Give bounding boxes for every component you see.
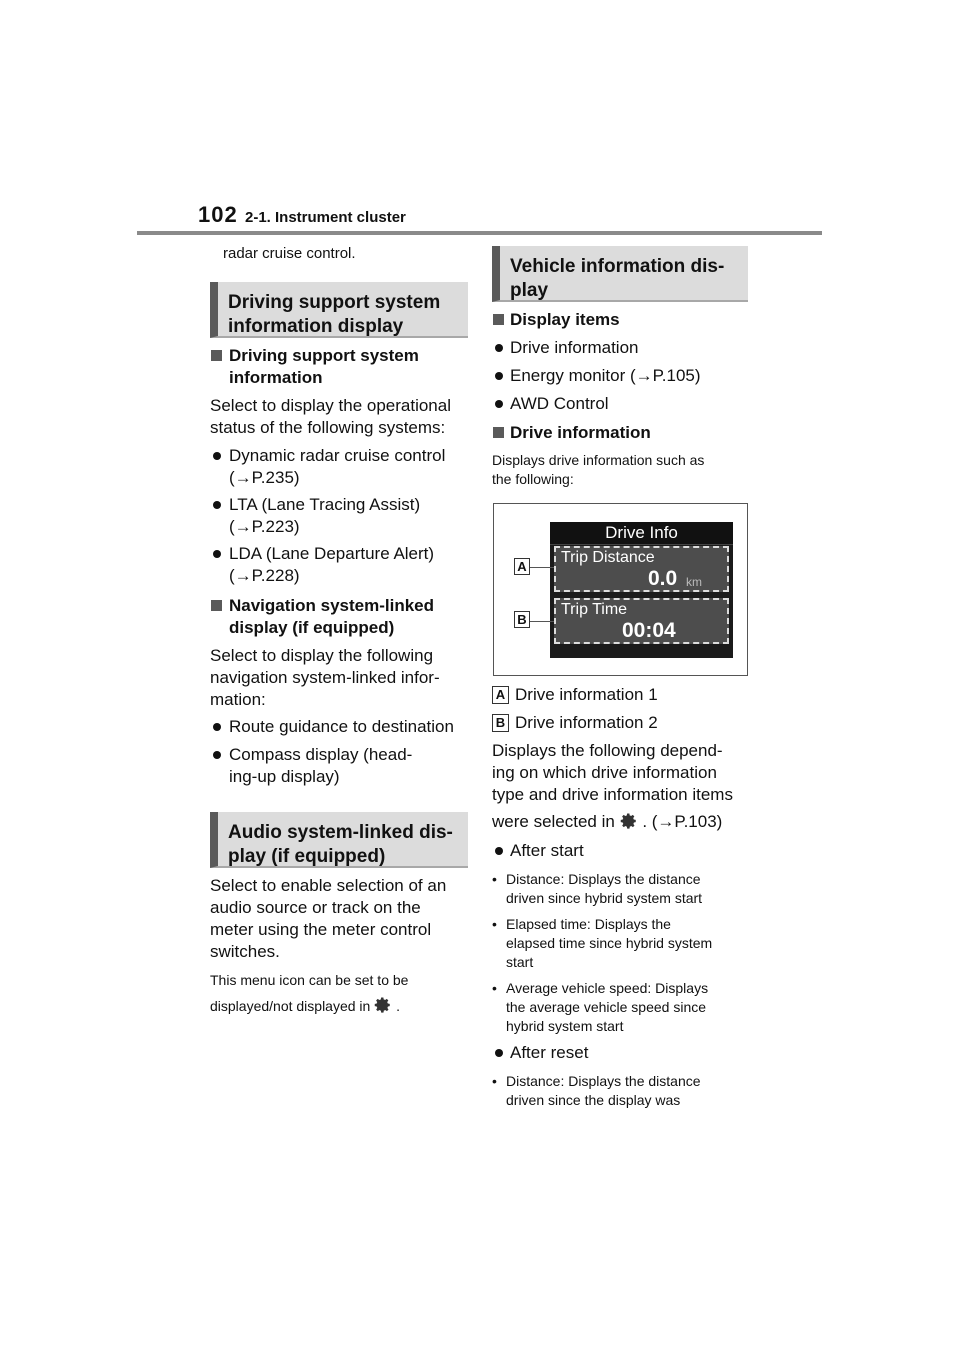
list-item-energy-monitor[interactable]: Energy monitor (→P.105) bbox=[510, 366, 701, 385]
bullet-mark: • bbox=[492, 871, 497, 887]
small-line: Displays drive information such as bbox=[492, 452, 705, 468]
square-bullet-icon bbox=[211, 350, 222, 361]
list-entry-line: Average vehicle speed: Displays bbox=[506, 980, 709, 996]
intro-text: radar cruise control. bbox=[223, 245, 356, 262]
callout-b: B bbox=[514, 611, 530, 628]
panel-label: Trip Distance bbox=[561, 549, 655, 566]
paragraph-line: audio source or track on the bbox=[210, 898, 421, 917]
list-item-line: Dynamic radar cruise control bbox=[229, 446, 446, 465]
heading-line: Audio system-linked dis- bbox=[228, 822, 453, 843]
heading-line: Driving support system bbox=[228, 292, 441, 313]
square-bullet-icon bbox=[493, 427, 504, 438]
bullet-dot-icon bbox=[495, 372, 503, 380]
note-text: displayed/not displayed in bbox=[210, 998, 371, 1014]
gear-icon bbox=[620, 812, 638, 830]
bullet-mark: • bbox=[492, 980, 497, 996]
list-entry-line: Distance: Displays the distance bbox=[506, 1073, 701, 1089]
list-item: Route guidance to destination bbox=[229, 717, 454, 736]
subheading-drive-information: Drive information bbox=[510, 423, 651, 442]
bullet-dot-icon bbox=[213, 751, 221, 759]
note-text: . bbox=[396, 998, 401, 1014]
subheading-line: Navigation system-linked bbox=[229, 596, 435, 615]
paragraph-line: navigation system-linked infor- bbox=[210, 668, 440, 687]
heading-driving-support bbox=[210, 282, 468, 338]
paragraph-operational-status bbox=[210, 395, 451, 439]
list-item-line: LDA (Lane Departure Alert) bbox=[229, 544, 435, 563]
list-entry bbox=[492, 870, 752, 908]
list-item: AWD Control bbox=[510, 394, 609, 413]
callout-a: A bbox=[514, 558, 530, 575]
list-entry bbox=[492, 1072, 752, 1110]
heading-audio-system bbox=[210, 812, 468, 868]
bullet-dot-icon bbox=[495, 847, 503, 855]
page-number: 102 bbox=[198, 202, 238, 227]
drive-info-figure bbox=[493, 503, 748, 676]
legend-text: Drive information 1 bbox=[515, 685, 658, 704]
gear-icon bbox=[374, 996, 392, 1014]
paragraph-line bbox=[492, 811, 733, 833]
square-bullet-icon bbox=[211, 600, 222, 611]
page-reference-link[interactable]: (→P.235) bbox=[229, 468, 300, 487]
subheading-display-items: Display items bbox=[510, 310, 620, 329]
bullet-dot-icon bbox=[213, 723, 221, 731]
bullet-dot-icon bbox=[213, 501, 221, 509]
meter-screen bbox=[550, 522, 733, 658]
paragraph-audio bbox=[210, 875, 446, 963]
note-line: This menu icon can be set to be bbox=[210, 972, 409, 988]
paragraph-line: Select to display the operational bbox=[210, 396, 451, 415]
paragraph-line: type and drive information items bbox=[492, 785, 733, 804]
screen-title: Drive Info bbox=[550, 522, 733, 545]
paragraph-line: status of the following systems: bbox=[210, 418, 446, 437]
list-entry bbox=[492, 979, 752, 1036]
square-bullet-icon bbox=[493, 314, 504, 325]
heading-line: information display bbox=[228, 316, 404, 337]
bullet-dot-icon bbox=[495, 344, 503, 352]
panel-value: 0.0 bbox=[648, 567, 678, 590]
paragraph-line: Displays the following depend- bbox=[492, 741, 723, 760]
subheading-line: information bbox=[229, 368, 323, 387]
heading-vehicle-info bbox=[492, 246, 748, 302]
list-item-line: ing-up display) bbox=[229, 767, 340, 786]
paragraph-line: Select to display the following bbox=[210, 646, 434, 665]
heading-line: play (if equipped) bbox=[228, 846, 386, 867]
list-item bbox=[229, 744, 412, 788]
paragraph-depending bbox=[492, 740, 733, 833]
list-entry-line: Distance: Displays the distance bbox=[506, 871, 701, 887]
list-entry bbox=[492, 915, 752, 972]
list-item-line: Compass display (head- bbox=[229, 745, 413, 764]
list-entry-line: driven since the display was bbox=[506, 1092, 681, 1108]
list-entry-line: hybrid system start bbox=[506, 1018, 624, 1034]
after-start-list bbox=[492, 870, 752, 1036]
subheading-line: Driving support system bbox=[229, 346, 419, 365]
paragraph-text: were selected in bbox=[492, 812, 615, 831]
panel-label: Trip Time bbox=[561, 601, 628, 618]
list-item bbox=[229, 445, 445, 489]
panel-drive-info-2 bbox=[554, 598, 729, 644]
paragraph-line: Select to enable selection of an bbox=[210, 876, 447, 895]
legend-a bbox=[492, 684, 658, 706]
bullet-dot-icon bbox=[213, 550, 221, 558]
panel-unit: km bbox=[686, 575, 702, 589]
paragraph-navigation bbox=[210, 645, 440, 711]
bullet-dot-icon bbox=[495, 1049, 503, 1057]
list-item bbox=[229, 543, 434, 587]
list-entry-line: driven since hybrid system start bbox=[506, 890, 703, 906]
paragraph-line: mation: bbox=[210, 690, 266, 709]
paragraph-line: meter using the meter control bbox=[210, 920, 432, 939]
list-item-after-start: After start bbox=[510, 841, 584, 860]
panel-value: 00:04 bbox=[622, 619, 676, 642]
legend-b bbox=[492, 712, 658, 734]
callout-leader-line bbox=[526, 567, 554, 568]
paragraph-line: ing on which drive information bbox=[492, 763, 717, 782]
small-line: the following: bbox=[492, 471, 574, 487]
heading-line: play bbox=[510, 280, 549, 301]
subheading-driving-support-info bbox=[229, 345, 419, 389]
list-entry-line: Elapsed time: Displays the bbox=[506, 916, 671, 932]
callout-a: A bbox=[492, 686, 509, 704]
subheading-navigation bbox=[229, 595, 434, 639]
page-reference-link[interactable]: . (→P.103) bbox=[642, 812, 723, 831]
callout-b: B bbox=[492, 714, 509, 732]
list-entry-line: start bbox=[506, 954, 534, 970]
legend-text: Drive information 2 bbox=[515, 713, 658, 732]
small-text-drive-info bbox=[492, 451, 704, 489]
subheading-line: display (if equipped) bbox=[229, 618, 395, 637]
page-reference-link[interactable]: (→P.223) bbox=[229, 517, 300, 536]
list-item: Drive information bbox=[510, 338, 639, 357]
bullet-dot-icon bbox=[495, 400, 503, 408]
callout-leader-line bbox=[526, 621, 554, 622]
section-title: 2-1. Instrument cluster bbox=[245, 209, 406, 226]
paragraph-line: switches. bbox=[210, 942, 280, 961]
panel-drive-info-1 bbox=[554, 546, 729, 592]
heading-line: Vehicle information dis- bbox=[510, 256, 725, 277]
list-item-line: LTA (Lane Tracing Assist) bbox=[229, 495, 421, 514]
list-item-after-reset: After reset bbox=[510, 1043, 589, 1062]
note-menu-icon bbox=[210, 967, 408, 1019]
bullet-dot-icon bbox=[213, 452, 221, 460]
bullet-mark: • bbox=[492, 1073, 497, 1089]
bullet-mark: • bbox=[492, 916, 497, 932]
page-reference-link[interactable]: (→P.228) bbox=[229, 566, 300, 585]
note-line bbox=[210, 993, 408, 1019]
list-entry-line: the average vehicle speed since bbox=[506, 999, 707, 1015]
list-item bbox=[229, 494, 420, 538]
list-entry-line: elapsed time since hybrid system bbox=[506, 935, 713, 951]
after-reset-list bbox=[492, 1072, 752, 1110]
header-rule bbox=[137, 231, 822, 235]
